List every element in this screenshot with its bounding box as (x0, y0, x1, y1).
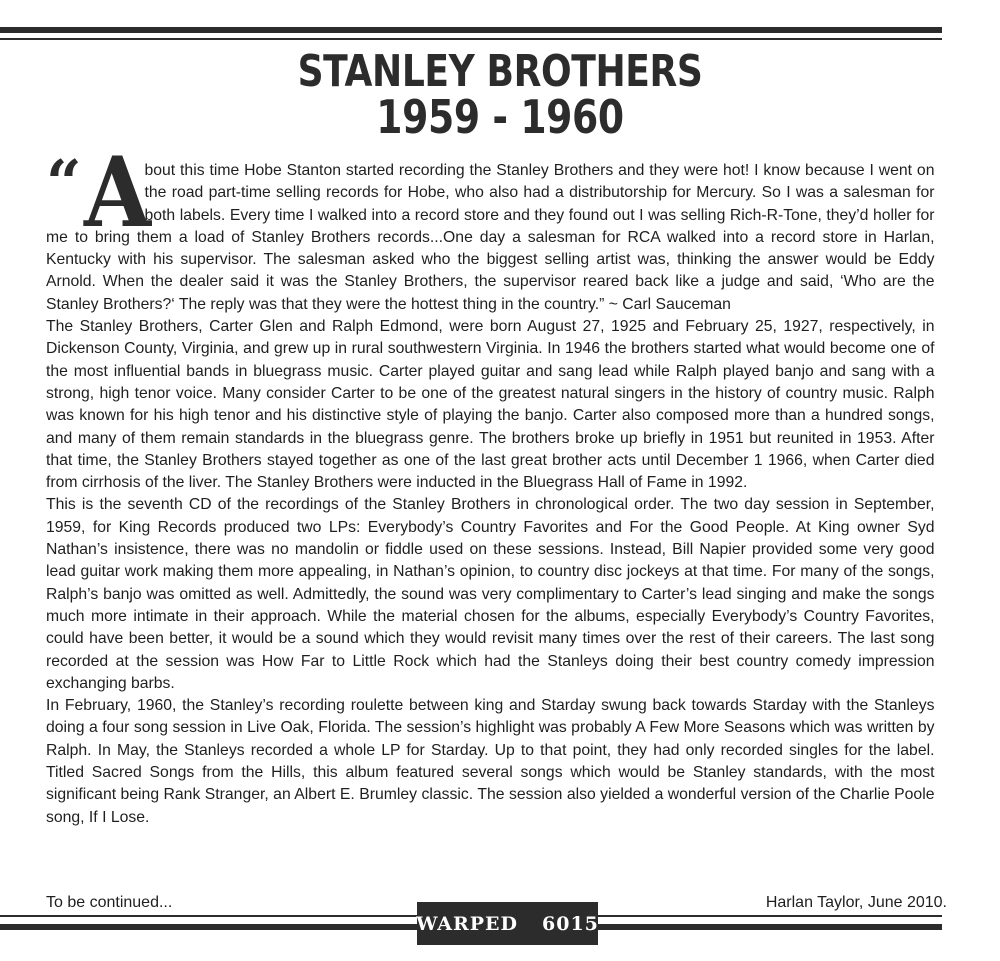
paragraph-starday-session: In February, 1960, the Stanley’s recording roulette between king and Starday swung back towards Starday with the Stanleys doing a four song session in Live Oak, Florida. The session’s highlight was probably A Few More Seasons which was written by Ralph. In May, the Stanleys recorded a whole LP for Starday. Up to that point, they had only recorded singles for the label. Titled Sacred Songs from the Hills, this album featured several songs which would be Stanley standards, with the most significant being Rank Stranger, an Albert E. Brumley classic. The session also yielded a wonderful version of the Charlie Poole song, If I Lose. (46, 697, 935, 826)
page-subtitle-years: 1959 - 1960 (376, 90, 624, 144)
drop-cap-space (46, 160, 145, 222)
author-credit: Harlan Taylor, June 2010. (765, 894, 947, 911)
quote-paragraph (46, 160, 934, 316)
quote-text: bout this time Hobe Stanton started recording the Stanley Brothers and they were hot! I know because I went on the road part-time selling records for Hobe, who also had a distributorship for Mercury. So I was a salesman for both labels. Every time I walked into a record store and they found out I was selling Rich-R-Tone, they’d holler for me to bring them a load of Stanley Brothers records...One day a salesman for RCA walked into a record store in Harlan, Kentucky with his supervisor. The salesman asked who the biggest selling artist was, thinking the answer would be Eddy Arnold. When the dealer said it was the Stanley Brothers, the supervisor reared back like a judge and said, ‘Who are the Stanley Brothers?‘ The reply was that they were the hottest thing in the country.” ~ Carl Sauceman (46, 162, 935, 313)
paragraph-king-session: This is the seventh CD of the recordings of the Stanley Brothers in chronological order. The two day session in September, 1959, for King Records produced two LPs: Everybody’s Country Favorites and For the Good People. At King owner Syd Nathan’s insistence, there was no mandolin or fiddle used on these sessions. Instead, Bill Napier provided some very good lead guitar work making them more appealing, in Nathan’s opinion, to country disc jockeys at that time. For many of the songs, Ralph’s banjo was omitted as well. Admittedly, the sound was very complimentary to Carter’s lead singing and make the songs much more intimate in their approach. While the material chosen for the albums, especially Everybody’s Country Favorites, could have been better, it would be a sound which they would revisit many times over the rest of their careers. The last song recorded at the session was How Far to Little Rock which had the Stanleys doing their best country comedy impression exchanging barbs. (46, 496, 935, 692)
catalog-label: WARPED (416, 912, 519, 935)
article-body (46, 160, 934, 829)
to-be-continued: To be continued... (46, 894, 173, 911)
catalog-number: 6015 (542, 912, 599, 935)
open-quote-mark: “ (46, 146, 82, 219)
top-rule-thin (0, 38, 942, 40)
page-title: STANLEY BROTHERS (297, 46, 703, 97)
drop-cap-letter: A (84, 136, 152, 249)
top-rule-thick (0, 27, 942, 33)
catalog-badge (417, 902, 598, 945)
paragraph-history: The Stanley Brothers, Carter Glen and Ralph Edmond, were born August 27, 1925 and February 25, 1927, respectively, in Dickenson County, Virginia, and grew up in rural southwestern Virginia. In 1946 the brothers started what would become one of the most influential bands in bluegrass music. Carter played guitar and sang lead while Ralph played banjo and sang with a strong, high tenor voice. Many consider Carter to be one of the greatest natural singers in the history of country music. Ralph was known for his high tenor and his distinctive style of playing the banjo. Carter also composed more than a hundred songs, and many of them remain standards in the bluegrass genre. The brothers broke up briefly in 1951 but reunited in 1953. After that time, the Stanley Brothers stayed together as one of the last great brother acts until December 1 1966, when Carter died from cirrhosis of the liver. The Stanley Brothers were inducted in the Bluegrass Hall of Fame in 1992. (46, 318, 935, 492)
